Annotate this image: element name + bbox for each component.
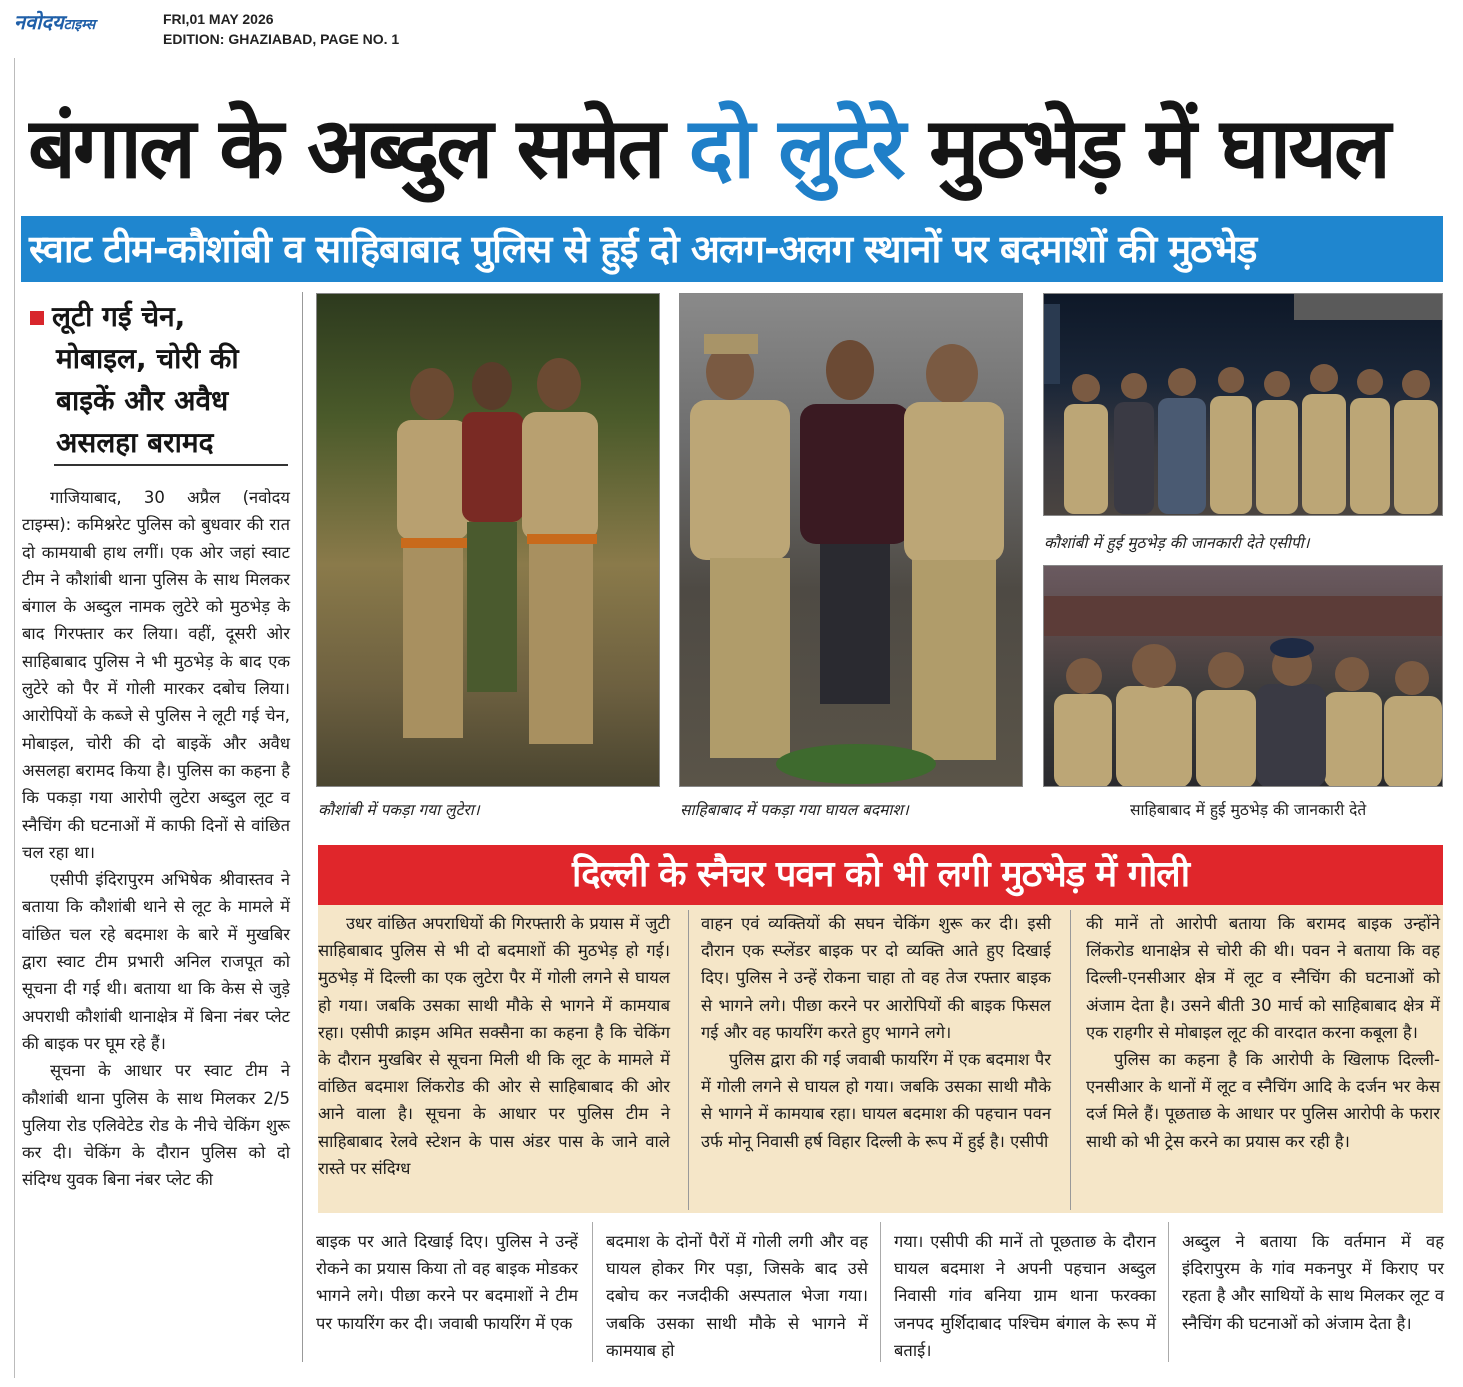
box-col1-paragraph-1: उधर वांछित अपराधियों की गिरफ्तारी के प्रयास में जुटी साहिबाबाद पुलिस से भी दो बदमाशों की मुठभेड़ हो गई। मुठभेड़ में दिल्ली का एक लुटेरा पैर में गोली लगने से घायल हो गया। जबकि उसका साथी मौके से भागने में कामयाब रहा। एसीपी क्राइम अमित सक्सैना का कहना है कि चेकिंग के दौरान मुखबिर से सूचना मिली थी कि लूट के मामले में वांछित बदमाश लिंकरोड की ओर से साहिबाबाद की ओर आने वाला है। सूचना के आधार पर पुलिस टीम ने साहिबाबाद रेलवे स्टेशन के पास अंडर पास के जाने वाले रास्ते पर संदिग्ध (318, 914, 670, 1178)
photo-sahibabad-briefing[interactable] (1043, 565, 1443, 787)
bottom-divider-2 (880, 1222, 881, 1362)
photo-kaushambi-arrest[interactable] (316, 293, 660, 787)
bottom-divider-3 (1168, 1222, 1169, 1362)
police-escorting-suspect-image (317, 294, 660, 787)
box-headline: दिल्ली के स्नैचर पवन को भी लगी मुठभेड़ में गोली (318, 845, 1443, 905)
edition-line: EDITION: GHAZIABAD, PAGE NO. 1 (163, 31, 400, 47)
headline-highlight: दो लुटेरे (688, 99, 903, 197)
photo-sahibabad-arrest[interactable] (679, 293, 1023, 787)
left-article-column (22, 484, 290, 1194)
box-divider-1 (688, 910, 689, 1210)
photo-kaushambi-briefing[interactable] (1043, 293, 1443, 516)
strap-headline: स्वाट टीम-कौशांबी व साहिबाबाद पुलिस से हुई दो अलग-अलग स्थानों पर बदमाशों की मुठभेड़ (21, 216, 1443, 282)
caption-photo-3: कौशांबी में हुई मुठभेड़ की जानकारी देते एसीपी। (1044, 534, 1310, 552)
box-col3-paragraph-1: की मानें तो आरोपी बताया कि बरामद बाइक उन्होंने लिंकरोड थानाक्षेत्र से चोरी की थी। पवन ने बताया कि वह दिल्ली-एनसीआर क्षेत्र में लूट व स्नैचिंग की घटनाओं को अंजाम देता है। उसने बीती 30 मार्च को साहिबाबाद क्षेत्र में एक राहगीर से मोबाइल लूट की वारदात करना कबूला है। (1086, 914, 1440, 1042)
edition-info (163, 9, 399, 49)
subhead (30, 296, 286, 464)
bottom-divider-1 (592, 1222, 593, 1362)
police-officers-group-image (1044, 566, 1443, 787)
box-column-2 (701, 910, 1051, 1155)
box-col2-paragraph-2: पुलिस द्वारा की गई जवाबी फायरिंग में एक बदमाश पैर में गोली लगने से घायल हो गया। जबकि उसका साथी मौके से भागने में कामयाब रहा। घायल बदमाश की पहचान पवन उर्फ मोनू निवासी हर्ष विहार दिल्ली के रूप में हुई है। एसीपी (701, 1050, 1051, 1151)
masthead (0, 0, 1463, 58)
subhead-divider (54, 464, 288, 466)
logo-main: नवोदय (14, 10, 64, 34)
date-line: FRI,01 MAY 2026 (163, 11, 274, 27)
box-col3-paragraph-2: पुलिस का कहना है कि आरोपी के खिलाफ दिल्ली-एनसीआर के थानों में लूट व स्नैचिंग आदि के दर्जन भर केस दर्ज मिले हैं। पूछताछ के आधार पर पुलिस आरोपी के फरार साथी को भी ट्रेस करने का प्रयास कर रही है। (1086, 1050, 1440, 1151)
left-paragraph-1: गाजियाबाद, 30 अप्रैल (नवोदय टाइम्स): कमिश्नरेट पुलिस को बुधवार की रात दो कामयाबी हाथ लगीं। एक ओर जहां स्वाट टीम ने कौशांबी थाना पुलिस के साथ मिलकर बंगाल के अब्दुल नामक लुटेरे को मुठभेड़ के बाद गिरफ्तार कर लिया। वहीं, दूसरी ओर साहिबाबाद पुलिस ने भी मुठभेड़ के बाद एक लुटेरे को पैर में गोली मारकर दबोच लिया। आरोपियों के कब्जे से पुलिस ने लूटी गई चेन, मोबाइल, चोरी की दो बाइकें और अवैध असलहा बरामद किया है। पुलिस का कहना है कि पकड़ा गया आरोपी लुटेरा अब्दुल लूट व स्नैचिंग की घटनाओं में काफी दिनों से वांछित चल रहा था। (22, 488, 290, 862)
subhead-line-3: बाइकें और अवैध (56, 384, 229, 417)
police-holding-injured-suspect-image (680, 294, 1023, 787)
main-headline (28, 88, 1448, 208)
bottom-column-2: बदमाश के दोनों पैरों में गोली लगी और वह घायल होकर गिर पड़ा, जिसके बाद उसे दबोच कर नजदीकी अस्पताल भेजा गया। जबकि उसका साथी मौके से भागने में कामयाब हो (606, 1232, 868, 1360)
box-column-3 (1086, 910, 1440, 1155)
bottom-column-3: गया। एसीपी की मानें तो पूछताछ के दौरान घायल बदमाश ने अपनी पहचान अब्दुल निवासी गांव बनिया ग्राम थाना फरक्का जनपद मुर्शिदाबाद पश्चिम बंगाल के रूप में बताई। (894, 1232, 1156, 1360)
subhead-line-4: असलहा बरामद (56, 426, 214, 459)
headline-part-2: मुठभेड़ में घायल (902, 99, 1388, 197)
newspaper-logo[interactable] (14, 8, 95, 35)
box-col2-paragraph-1: वाहन एवं व्यक्तियों की सघन चेकिंग शुरू कर दी। इसी दौरान एक स्प्लेंडर बाइक पर दो व्यक्ति आते हुए दिखाई दिए। पुलिस ने उन्हें रोकना चाहा तो वह तेज रफ्तार बाइक से भागने लगे। पीछा करने पर आरोपियों की बाइक फिसल गई और वह फायरिंग करते हुए भागने लगे। (701, 914, 1051, 1042)
caption-photo-1: कौशांबी में पकड़ा गया लुटेरा। (318, 801, 480, 819)
box-column-1 (318, 910, 670, 1182)
police-group-with-suspect-image (1044, 294, 1443, 516)
red-square-bullet-icon (30, 311, 44, 325)
headline-part-1: बंगाल के अब्दुल समेत (28, 99, 689, 197)
left-paragraph-3: सूचना के आधार पर स्वाट टीम ने कौशांबी थाना पुलिस के साथ मिलकर 2/5 पुलिया रोड एलिवेटेड रोड के नीचे चेकिंग शुरू कर दी। चेकिंग के दौरान पुलिस को दो संदिग्ध युवक बिना नंबर प्लेट की (22, 1061, 290, 1190)
subhead-line-1: लूटी गई चेन, (30, 296, 286, 338)
column-divider (302, 292, 303, 1362)
logo-sub: टाइम्स (63, 17, 96, 33)
box-divider-2 (1070, 910, 1071, 1210)
bottom-column-1: बाइक पर आते दिखाई दिए। पुलिस ने उन्हें रोकने का प्रयास किया तो वह बाइक मोडकर भागने लगे। पीछा करने पर बदमाशों ने टीम पर फायरिंग कर दी। जवाबी फायरिंग में एक (316, 1232, 578, 1333)
caption-photo-4: साहिबाबाद में हुई मुठभेड़ की जानकारी देते (1130, 801, 1367, 819)
left-paragraph-2: एसीपी इंदिरापुरम अभिषेक श्रीवास्तव ने बताया कि कौशांबी थाने से लूट के मामले में वांछित चल रहे बदमाश के बारे में मुखबिर द्वारा स्वाट टीम प्रभारी अनिल राजपूत को सूचना दी गई थी। बताया था कि केस से जुड़े अपराधी कौशांबी थानाक्षेत्र में बिना नंबर प्लेट की बाइक पर घूम रहे हैं। (22, 870, 290, 1053)
bottom-column-4: अब्दुल ने बताया कि वर्तमान में वह इंदिरापुरम के गांव मकनपुर में किराए पर रहता है और साथियों के साथ मिलकर लूट व स्नैचिंग की घटनाओं को अंजाम देता है। (1182, 1232, 1444, 1333)
caption-photo-2: साहिबाबाद में पकड़ा गया घायल बदमाश। (680, 801, 909, 819)
subhead-line-2: मोबाइल, चोरी की (56, 342, 239, 375)
